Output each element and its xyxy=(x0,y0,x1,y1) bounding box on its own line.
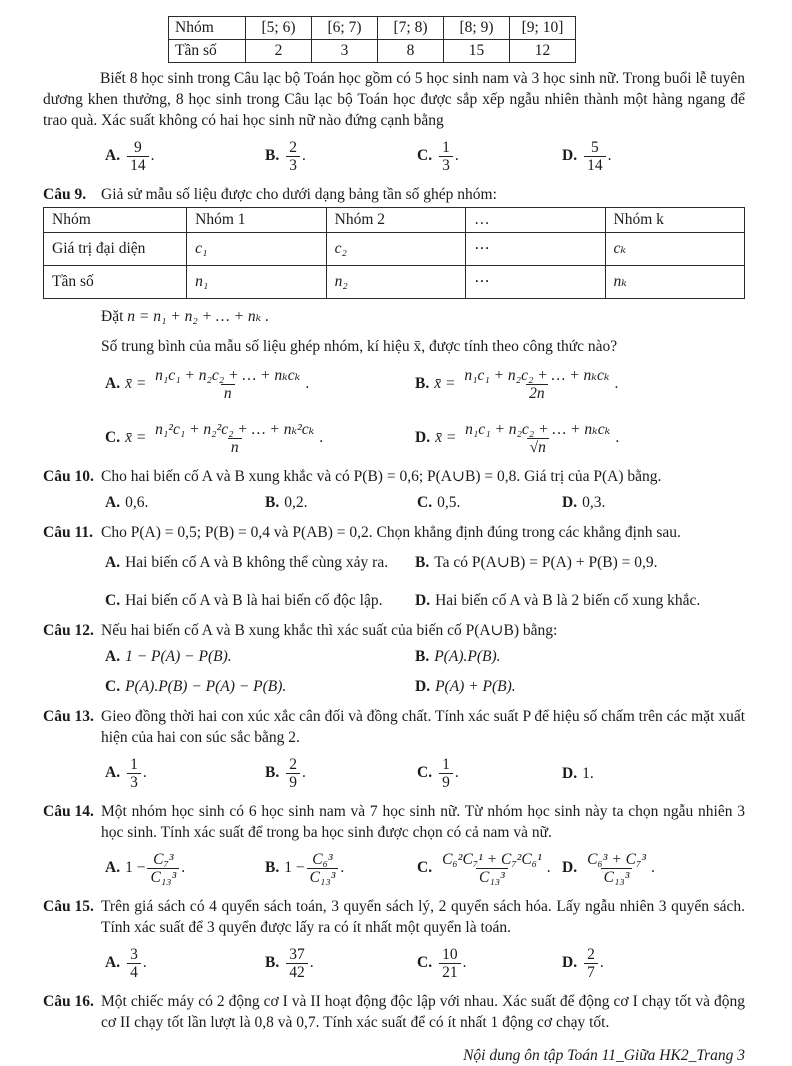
option-label: B. xyxy=(265,764,280,782)
frequency-table xyxy=(168,16,576,63)
option-suffix: . xyxy=(301,764,306,782)
fraction-numerator: n₁c₁ + n₂c₂ + … + nₖcₖ xyxy=(465,421,611,438)
option-label: B. xyxy=(265,147,280,165)
fraction-denominator: 9 xyxy=(286,773,300,791)
fraction-denominator: 21 xyxy=(439,963,461,981)
formula-lhs: x̄ = xyxy=(125,429,147,447)
option-a xyxy=(105,552,415,573)
question-text: Cho hai biến cố A và B xung khắc và có P(B) = 0,6; P(A∪B) = 0,8. Giá trị của P(A) bằng. xyxy=(101,468,662,485)
fraction xyxy=(439,139,453,174)
table-cell: c₁ xyxy=(187,233,326,266)
table-cell: … xyxy=(466,208,605,233)
option-text: 0,2. xyxy=(284,494,308,511)
option-label: C. xyxy=(417,764,433,782)
fraction-numerator: C₆³ + C₇³ xyxy=(587,851,647,868)
option-suffix: . xyxy=(142,954,147,972)
question-label: Câu 13. xyxy=(43,708,94,725)
option-prefix: 1 − xyxy=(284,859,305,877)
option-label: C. xyxy=(417,954,433,972)
table-cell: [7; 8) xyxy=(378,17,444,40)
fraction xyxy=(439,851,545,886)
fraction xyxy=(584,946,598,981)
table-cell: nₖ xyxy=(605,266,744,299)
formula-lhs: x̄ = xyxy=(125,375,147,393)
question-10-options xyxy=(43,492,745,513)
question-text: Nếu hai biến cố A và B xung khắc thì xác suất của biến cố P(A∪B) bằng: xyxy=(101,622,558,639)
table-cell: Nhóm xyxy=(44,208,187,233)
option-text: Hai biến cố A và B là 2 biến cố xung khắc. xyxy=(435,592,701,609)
fraction-numerator: 2 xyxy=(587,946,595,963)
fraction-denominator: 42 xyxy=(286,963,308,981)
table-cell: Nhóm 1 xyxy=(187,208,326,233)
option-prefix: 1 − xyxy=(125,859,146,877)
option-label: C. xyxy=(417,859,433,877)
table-cell: 3 xyxy=(312,40,378,63)
table-cell: Tần số xyxy=(169,40,246,63)
question-11 xyxy=(43,522,745,611)
question-text: Giả sử mẫu số liệu được cho dưới dạng bảng tần số ghép nhóm: xyxy=(101,186,497,203)
option-a xyxy=(105,850,265,887)
option-suffix: . xyxy=(340,859,345,877)
option-text: Ta có P(A∪B) = P(A) + P(B) = 0,9. xyxy=(434,554,658,571)
option-suffix: . xyxy=(546,859,551,877)
fraction-numerator: 3 xyxy=(130,946,138,963)
option-d xyxy=(415,420,745,457)
question-text: Một nhóm học sinh có 6 học sinh nam và 7 học sinh nữ. Từ nhóm học sinh này ta chọn ngẫu nhiên 3 học sinh. Tính xác suất để trong ba học sinh được chọn có cả nam và nữ. xyxy=(101,803,745,841)
option-suffix: . xyxy=(462,954,467,972)
option-label: A. xyxy=(105,494,121,511)
question-label: Câu 12. xyxy=(43,622,94,639)
option-suffix: . xyxy=(319,429,324,447)
question-label: Câu 11. xyxy=(43,524,93,541)
fraction xyxy=(286,139,300,174)
option-suffix: . xyxy=(614,375,619,393)
fraction-numerator: 37 xyxy=(289,946,305,963)
option-label: B. xyxy=(265,494,280,511)
fraction xyxy=(584,851,649,886)
question-12-options xyxy=(43,646,745,697)
table-row xyxy=(169,17,576,40)
option-suffix: . xyxy=(651,859,655,877)
table-cell: [9; 10] xyxy=(510,17,576,40)
question-text: Cho P(A) = 0,5; P(B) = 0,4 và P(AB) = 0,2. Chọn khẳng định đúng trong các khẳng định sau. xyxy=(101,524,681,541)
question-text: Trên giá sách có 4 quyển sách toán, 3 quyển sách lý, 2 quyển sách hóa. Lấy ngẫu nhiên 3 quyển sách. Tính xác suất để 3 quyển được lấy ra có ít nhất một quyển là toán. xyxy=(101,898,745,936)
fraction-numerator: C₆³ xyxy=(312,851,333,868)
option-text: 1. xyxy=(582,765,594,782)
option-label: A. xyxy=(105,375,121,393)
fraction xyxy=(127,946,141,981)
table-cell: c₂ xyxy=(326,233,465,266)
question-10 xyxy=(43,466,745,513)
option-c xyxy=(105,590,415,611)
question-label: Câu 10. xyxy=(43,468,94,485)
question-label: Câu 9. xyxy=(43,186,87,203)
table-cell: [5; 6) xyxy=(246,17,312,40)
option-d xyxy=(562,763,745,784)
question-label: Câu 15. xyxy=(43,898,94,915)
fraction-numerator: C₆²C₇¹ + C₇²C₆¹ xyxy=(442,851,542,868)
option-suffix: . xyxy=(599,954,604,972)
option-suffix: . xyxy=(309,954,314,972)
question-8-text: Biết 8 học sinh trong Câu lạc bộ Toán học gồm có 5 học sinh nam và 3 học sinh nữ. Trong buổi lễ tuyên dương khen thưởng, 8 học sinh trong Câu lạc bộ Toán học được sắp xếp ngẫu nhiên thành một hàng ngang để trao quà. Xác suất không có hai học sinh nữ nào đứng cạnh bằng xyxy=(43,70,745,129)
option-b xyxy=(265,850,417,887)
question-11-options xyxy=(43,552,745,611)
option-label: B. xyxy=(415,375,430,393)
question-9 xyxy=(43,184,745,457)
question-15 xyxy=(43,896,745,982)
fraction-denominator: n xyxy=(228,438,242,456)
fraction xyxy=(439,946,461,981)
option-label: C. xyxy=(417,494,433,511)
note-prefix: Đặt xyxy=(101,308,128,325)
option-c xyxy=(417,138,562,175)
page-footer: Nội dung ôn tập Toán 11_Giữa HK2_Trang 3 xyxy=(463,1047,745,1064)
fraction-numerator: 10 xyxy=(442,946,458,963)
fraction-denominator: 2n xyxy=(526,384,548,402)
option-label: D. xyxy=(562,859,578,877)
table-cell: 2 xyxy=(246,40,312,63)
option-a xyxy=(105,755,265,792)
question-8-options xyxy=(43,138,745,175)
fraction-numerator: 9 xyxy=(133,139,142,156)
grouped-frequency-table xyxy=(43,207,745,299)
table-cell: ⋯ xyxy=(466,233,605,266)
fraction-numerator: 1 xyxy=(130,756,138,773)
option-a xyxy=(105,366,415,403)
fraction-denominator: √n xyxy=(527,438,549,456)
option-suffix: . xyxy=(454,764,459,782)
fraction xyxy=(152,421,317,456)
option-text: P(A).P(B). xyxy=(434,648,501,665)
table-cell: n₁ xyxy=(187,266,326,299)
fraction xyxy=(462,421,613,456)
option-text: P(A).P(B) − P(A) − P(B). xyxy=(125,678,287,695)
formula-lhs: x̄ = xyxy=(435,429,457,447)
fraction-numerator: 1 xyxy=(442,756,450,773)
option-label: D. xyxy=(562,147,578,165)
option-text: 0,5. xyxy=(437,494,461,511)
fraction-numerator: n₁c₁ + n₂c₂ + … + nₖcₖ xyxy=(155,367,301,384)
fraction xyxy=(461,367,612,402)
option-c xyxy=(105,676,415,697)
table-row xyxy=(44,233,745,266)
fraction-denominator: C₁₃³ xyxy=(601,868,633,886)
option-suffix: . xyxy=(454,147,459,165)
question-15-options xyxy=(43,945,745,982)
table-cell: 12 xyxy=(510,40,576,63)
fraction xyxy=(286,756,300,791)
fraction-numerator: 2 xyxy=(289,139,297,156)
fraction-denominator: 3 xyxy=(127,773,141,791)
option-label: A. xyxy=(105,764,121,782)
note-line xyxy=(43,306,745,327)
option-label: A. xyxy=(105,954,121,972)
fraction-numerator: 1 xyxy=(442,139,450,156)
question-16 xyxy=(43,991,745,1033)
fraction xyxy=(127,756,141,791)
option-suffix: . xyxy=(142,764,147,782)
fraction xyxy=(584,139,606,174)
option-label: D. xyxy=(415,429,431,447)
option-label: B. xyxy=(415,554,430,571)
option-suffix: . xyxy=(615,429,620,447)
option-d xyxy=(562,850,745,887)
option-b xyxy=(415,552,745,573)
fraction-denominator: 9 xyxy=(439,773,453,791)
formula-lhs: x̄ = xyxy=(434,375,456,393)
fraction-denominator: 4 xyxy=(127,963,141,981)
question-13-options xyxy=(43,755,745,792)
option-a xyxy=(105,646,415,667)
option-d xyxy=(562,492,745,513)
question-text: Gieo đồng thời hai con xúc xắc cân đối và đồng chất. Tính xác suất P để hiệu số chấm trên các mặt xuất hiện của hai con súc sắc bằng 2. xyxy=(101,708,745,746)
fraction-numerator: n₁²c₁ + n₂²c₂ + … + nₖ²cₖ xyxy=(155,421,315,438)
option-label: A. xyxy=(105,648,121,665)
fraction-denominator: C₁₃³ xyxy=(476,868,508,886)
option-text: Hai biến cố A và B không thể cùng xảy ra. xyxy=(125,554,389,571)
option-c xyxy=(417,945,562,982)
fraction xyxy=(286,946,308,981)
table-cell: Tần số xyxy=(44,266,187,299)
fraction xyxy=(439,756,453,791)
option-label: A. xyxy=(105,147,121,165)
fraction xyxy=(127,139,149,174)
option-d xyxy=(562,138,745,175)
option-b xyxy=(265,492,417,513)
note-math: n = n₁ + n₂ + … + nₖ . xyxy=(127,308,270,325)
question-9-options xyxy=(43,366,745,457)
option-label: B. xyxy=(265,859,280,877)
option-b xyxy=(265,138,417,175)
option-d xyxy=(415,676,745,697)
fraction-numerator: 5 xyxy=(590,139,599,156)
table-cell: Nhóm xyxy=(169,17,246,40)
option-text: Hai biến cố A và B là hai biến cố độc lập. xyxy=(125,592,383,609)
option-suffix: . xyxy=(301,147,306,165)
fraction-denominator: C₁₃³ xyxy=(307,868,339,886)
table-cell: cₖ xyxy=(605,233,744,266)
table-cell: [8; 9) xyxy=(444,17,510,40)
option-b xyxy=(265,755,417,792)
fraction-denominator: 14 xyxy=(127,156,149,174)
fraction-denominator: 3 xyxy=(439,156,453,174)
fraction xyxy=(152,367,303,402)
table-row xyxy=(169,40,576,63)
option-label: C. xyxy=(105,592,121,609)
option-suffix: . xyxy=(305,375,310,393)
fraction-numerator: 2 xyxy=(289,756,297,773)
option-label: B. xyxy=(265,954,280,972)
fraction-denominator: 7 xyxy=(584,963,598,981)
option-b xyxy=(415,366,745,403)
option-d xyxy=(415,590,745,611)
option-c xyxy=(417,755,562,792)
table-row xyxy=(44,208,745,233)
option-c xyxy=(417,850,562,887)
option-a xyxy=(105,138,265,175)
option-c xyxy=(105,420,415,457)
option-a xyxy=(105,945,265,982)
option-b xyxy=(415,646,745,667)
fraction xyxy=(147,851,179,886)
question-12 xyxy=(43,620,745,697)
option-d xyxy=(562,945,745,982)
option-text: P(A) + P(B). xyxy=(435,678,516,695)
option-label: D. xyxy=(415,678,431,695)
option-label: A. xyxy=(105,859,121,877)
table-cell: 15 xyxy=(444,40,510,63)
option-label: D. xyxy=(562,494,578,511)
option-suffix: . xyxy=(150,147,155,165)
fraction-denominator: n xyxy=(221,384,235,402)
fraction-denominator: 3 xyxy=(286,156,300,174)
table-cell: 8 xyxy=(378,40,444,63)
question-label: Câu 16. xyxy=(43,993,94,1010)
option-suffix: . xyxy=(607,147,612,165)
table-row xyxy=(44,266,745,299)
table-cell: [6; 7) xyxy=(312,17,378,40)
table-cell: Giá trị đại diện xyxy=(44,233,187,266)
question-label: Câu 14. xyxy=(43,803,94,820)
question-13 xyxy=(43,706,745,792)
table-cell: n₂ xyxy=(326,266,465,299)
fraction-denominator: 14 xyxy=(584,156,606,174)
option-label: D. xyxy=(562,954,578,972)
option-label: C. xyxy=(417,147,433,165)
question-14-options xyxy=(43,850,745,887)
fraction-numerator: C₇³ xyxy=(153,851,174,868)
option-b xyxy=(265,945,417,982)
option-label: B. xyxy=(415,648,430,665)
table-cell: ⋯ xyxy=(466,266,605,299)
option-label: C. xyxy=(105,429,121,447)
option-label: A. xyxy=(105,554,121,571)
option-suffix: . xyxy=(181,859,186,877)
option-text: 0,6. xyxy=(125,494,149,511)
option-c xyxy=(417,492,562,513)
option-label: D. xyxy=(415,592,431,609)
table-cell: Nhóm 2 xyxy=(326,208,465,233)
option-text: 1 − P(A) − P(B). xyxy=(125,648,232,665)
question-9-subtext: Số trung bình của mẫu số liệu ghép nhóm, kí hiệu x̄, được tính theo công thức nào? xyxy=(101,338,618,355)
question-14 xyxy=(43,801,745,887)
option-label: C. xyxy=(105,678,121,695)
option-label: D. xyxy=(562,765,578,782)
fraction-denominator: C₁₃³ xyxy=(147,868,179,886)
question-text: Một chiếc máy có 2 động cơ I và II hoạt động độc lập với nhau. Xác suất để động cơ I chạy tốt và động cơ II chạy tốt lần lượt là 0,8 và 0,7. Tính xác suất để có ít nhất 1 động cơ chạy tốt. xyxy=(101,993,745,1031)
table-cell: Nhóm k xyxy=(605,208,744,233)
option-text: 0,3. xyxy=(582,494,606,511)
fraction xyxy=(307,851,339,886)
option-a xyxy=(105,492,265,513)
fraction-numerator: n₁c₁ + n₂c₂ + … + nₖcₖ xyxy=(464,367,610,384)
